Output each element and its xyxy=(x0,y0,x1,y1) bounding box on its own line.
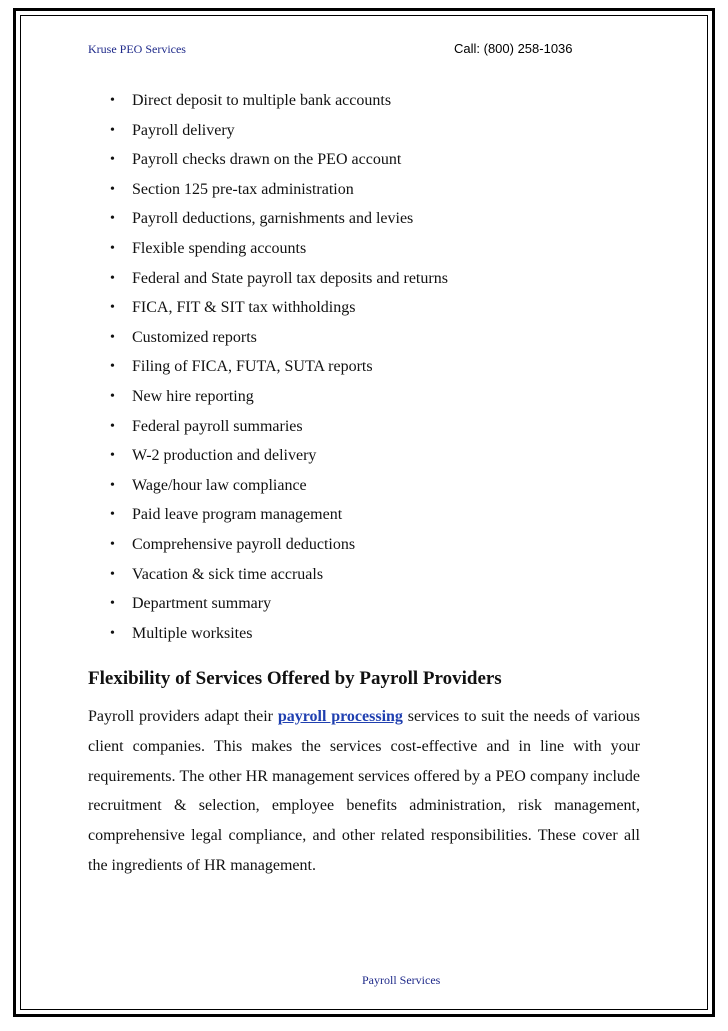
bullet-icon: • xyxy=(110,93,115,108)
list-item: • Filing of FICA, FUTA, SUTA reports xyxy=(107,354,448,384)
bullet-icon: • xyxy=(110,211,115,227)
bullet-icon: • xyxy=(110,507,115,523)
bullet-icon: • xyxy=(110,152,115,168)
bullet-icon: • xyxy=(110,448,115,464)
page-footer: Payroll Services xyxy=(362,973,441,987)
bullet-icon: • xyxy=(110,566,115,582)
bullet-icon: • xyxy=(110,625,115,641)
page-header xyxy=(88,42,640,58)
list-item: • Paid leave program management xyxy=(107,502,448,532)
company-name: Kruse PEO Services xyxy=(88,42,186,56)
list-item: • Flexible spending accounts xyxy=(107,236,448,266)
list-item: • Payroll deductions, garnishments and levies xyxy=(107,206,448,236)
bullet-icon: • xyxy=(110,300,115,316)
bullet-icon: • xyxy=(110,418,115,434)
list-item: • New hire reporting xyxy=(107,384,448,414)
list-item: • Section 125 pre-tax administration xyxy=(107,177,448,207)
list-item: • W-2 production and delivery xyxy=(107,443,448,473)
list-item: • FICA, FIT & SIT tax withholdings xyxy=(107,295,448,325)
list-item: • Comprehensive payroll deductions xyxy=(107,532,448,562)
list-item: • Federal payroll summaries xyxy=(107,414,448,444)
list-item: • Customized reports xyxy=(107,325,448,355)
list-item: • Payroll checks drawn on the PEO account xyxy=(107,147,448,177)
bullet-icon: • xyxy=(110,477,115,493)
list-item: • Wage/hour law compliance xyxy=(107,473,448,503)
phone-number: Call: (800) 258-1036 xyxy=(454,41,573,56)
bullet-icon: • xyxy=(110,388,115,404)
bullet-icon: • xyxy=(110,596,115,612)
services-list xyxy=(107,88,448,650)
list-item: • Federal and State payroll tax deposits and returns xyxy=(107,266,448,296)
list-item: • Vacation & sick time accruals xyxy=(107,562,448,592)
section-paragraph: Payroll providers adapt their payroll processing services to suit the needs of various client companies. This makes the services cost-effective and in line with your requirements. The other HR management services offered by a PEO company include recruitment & selection, employee benefits administration, risk management, comprehensive legal compliance, and other related responsibilities. These cover all the ingredients of HR management. xyxy=(88,708,640,874)
payroll-processing-link[interactable]: payroll processing xyxy=(277,708,403,725)
bullet-icon: • xyxy=(110,270,115,286)
list-item: • Direct deposit to multiple bank accounts xyxy=(107,88,448,118)
list-item: • Multiple worksites xyxy=(107,621,448,651)
list-item: • Payroll delivery xyxy=(107,118,448,148)
bullet-icon: • xyxy=(110,122,115,138)
bullet-icon: • xyxy=(110,359,115,375)
bullet-icon: • xyxy=(110,536,115,552)
bullet-icon: • xyxy=(110,329,115,345)
list-item: • Department summary xyxy=(107,591,448,621)
bullet-icon: • xyxy=(110,181,115,197)
bullet-icon: • xyxy=(110,240,115,256)
section-heading: Flexibility of Services Offered by Payroll Providers xyxy=(88,668,502,689)
